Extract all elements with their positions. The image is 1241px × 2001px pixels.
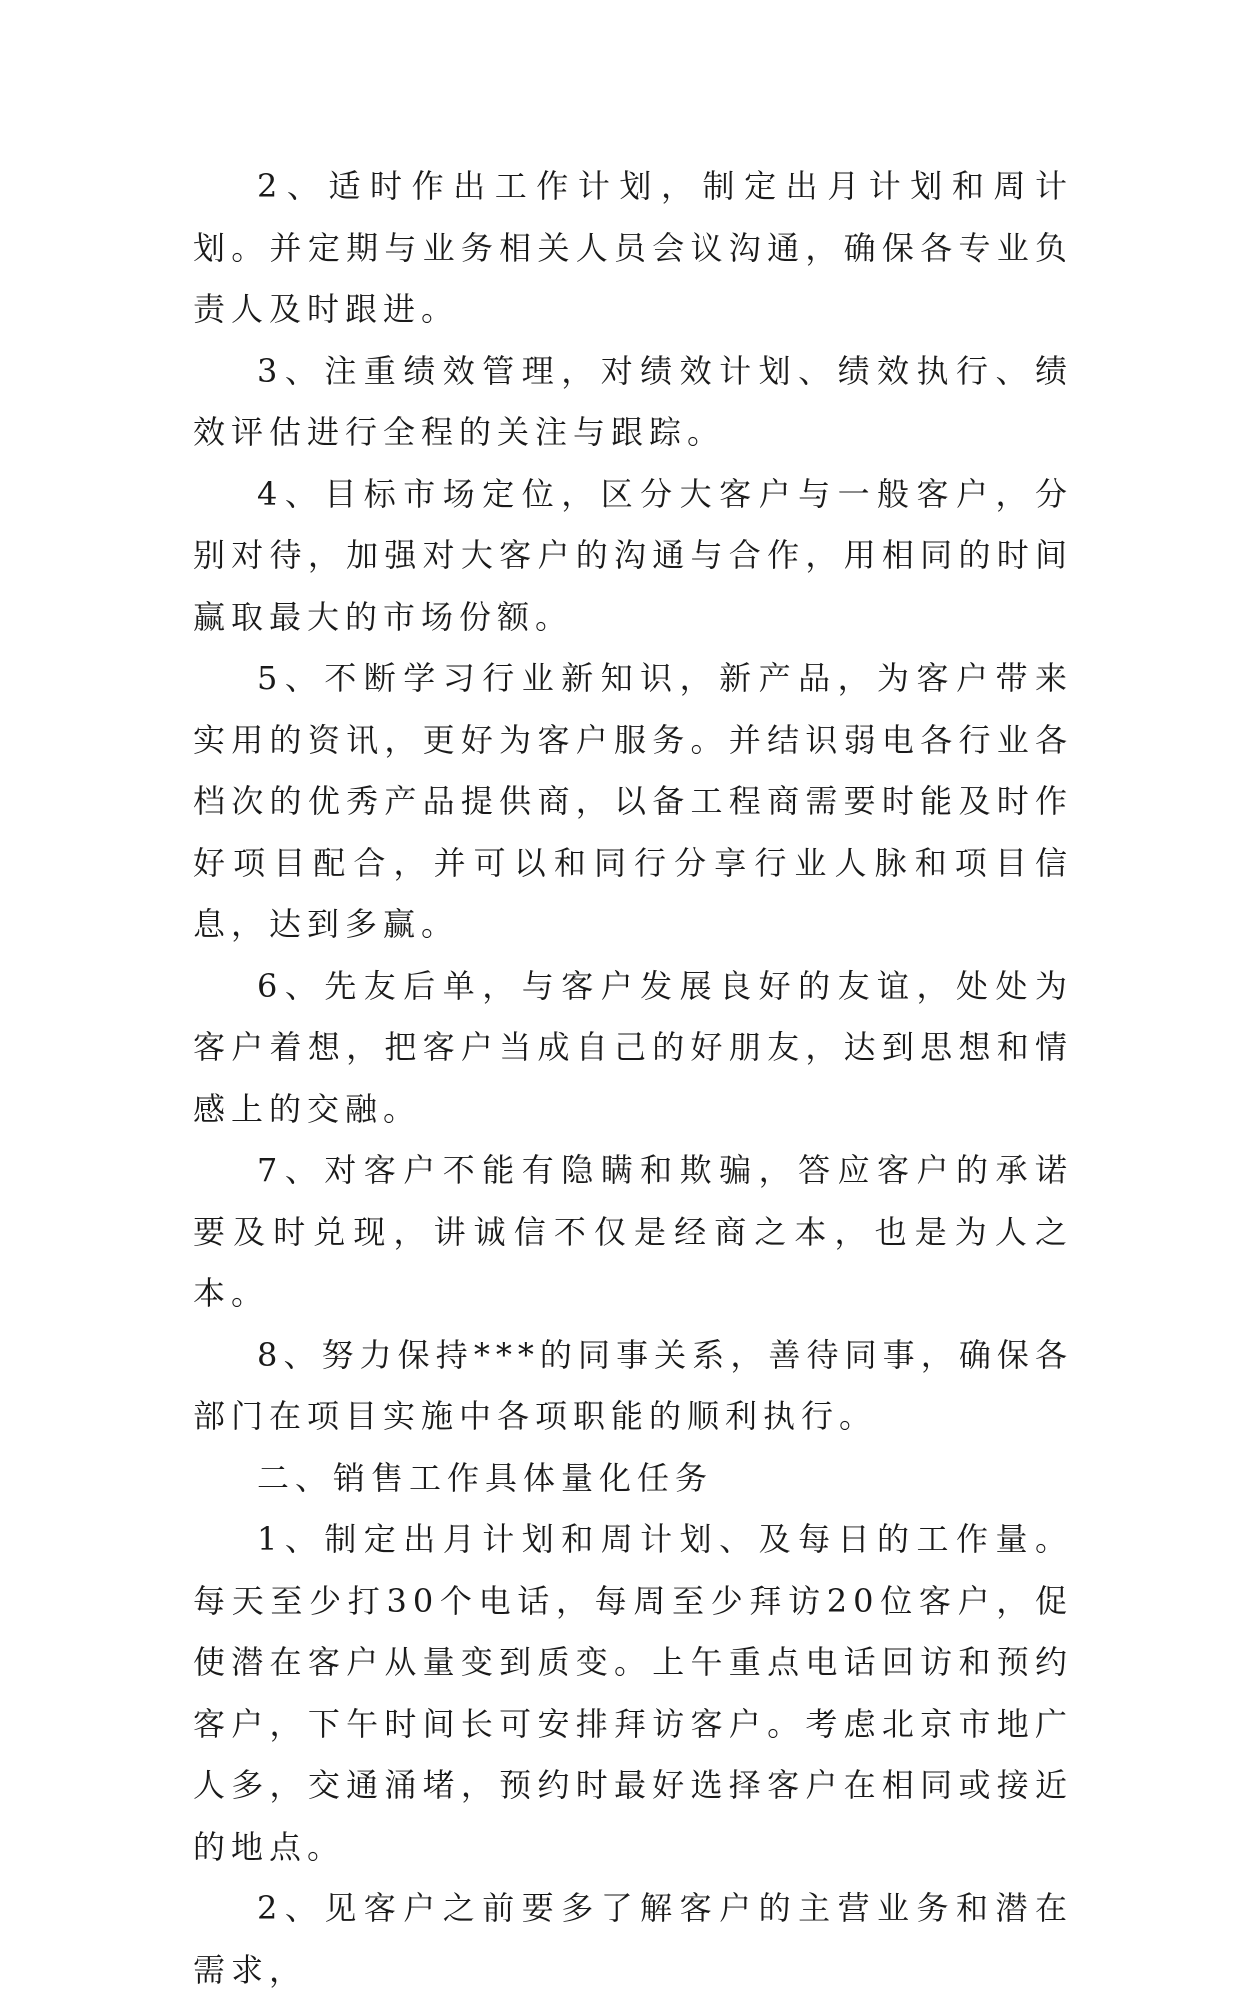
section-heading-quantified-tasks: 二、销售工作具体量化任务 <box>257 1458 714 1497</box>
paragraph-item-8-colleagues: 8、努力保持***的同事关系，善待同事，确保各部门在项目实施中各项职能的顺利执行。 <box>193 1335 1073 1435</box>
paragraph-item-5-learning: 5、不断学习行业新知识，新产品，为客户带来实用的资讯，更好为客户服务。并结识弱电各行业各档次的优秀产品提供商，以备工程商需要时能及时作好项目配合，并可以和同行分享行业人脉和项目信息，达到多赢。 <box>193 659 1073 943</box>
document-body <box>193 156 1073 2001</box>
paragraph-item-7-honesty: 7、对客户不能有隐瞒和欺骗，答应客户的承诺要及时兑现，讲诚信不仅是经商之本，也是为人之本。 <box>193 1151 1073 1312</box>
paragraph-task-2-client-research: 2、见客户之前要多了解客户的主营业务和潜在需求， <box>193 1889 1073 1989</box>
paragraph-item-6-friendship: 6、先友后单，与客户发展良好的友谊，处处为客户着想，把客户当成自己的好朋友，达到思想和情感上的交融。 <box>193 966 1073 1128</box>
paragraph-item-4-market-positioning: 4、目标市场定位，区分大客户与一般客户，分别对待，加强对大客户的沟通与合作，用相同的时间赢取最大的市场份额。 <box>193 474 1073 636</box>
paragraph-item-3-performance: 3、注重绩效管理，对绩效计划、绩效执行、绩效评估进行全程的关注与跟踪。 <box>193 351 1073 451</box>
paragraph-task-1-workload: 1、制定出月计划和周计划、及每日的工作量。每天至少打30个电话，每周至少拜访20位客户，促使潜在客户从量变到质变。上午重点电话回访和预约客户，下午时间长可安排拜访客户。考虑北京市地广人多，交通涌堵，预约时最好选择客户在相同或接近的地点。 <box>193 1520 1073 1866</box>
paragraph-item-2-work-plan: 2、适时作出工作计划，制定出月计划和周计划。并定期与业务相关人员会议沟通，确保各专业负责人及时跟进。 <box>193 167 1073 328</box>
